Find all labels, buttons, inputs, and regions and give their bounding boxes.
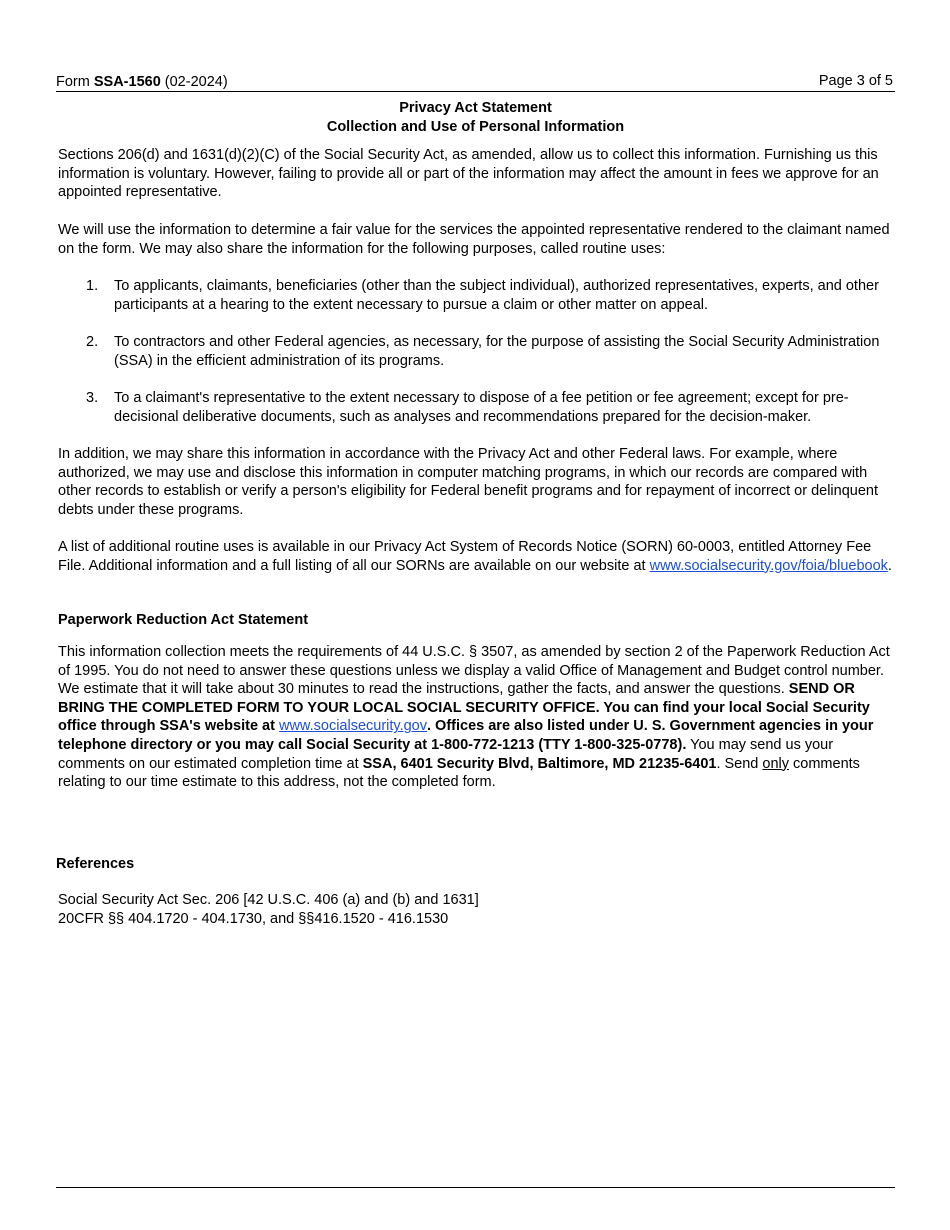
form-number: SSA-1560 (93, 74, 161, 90)
form-identifier: Form SSA-1560 (02-2024) (56, 74, 228, 90)
privacy-paragraph-authority: Sections 206(d) and 1631(d)(2)(C) of the Social Security Act, as amended, allow us to collect this information. Furnishing us this information is voluntary. However, failing to provide all or part of the information may affect the amount in fees we approve for an appointed representative. (58, 147, 879, 201)
paperwork-paragraph: This information collection meets the requirements of 44 U.S.C. § 3507, as amended by section 2 of the Paperwork Reduction Act of 1995. You do not need to answer these questions unless we display a valid Office of Management and Budget control number. We estimate that it will take about 30 minutes to read the instructions, gather the facts, and answer the questions. SEND OR BRING THE COMPLETED FORM TO YOUR LOCAL SOCIAL SECURITY OFFICE. You can find your local Social Security office through SSA's website at www.socialsecurity.gov. Offices are also listed under U. S. Government agencies in your telephone directory or you may call Social Security at 1-800-772-1213 (TTY 1-800-325-0778). You may send us your comments on our estimated completion time at SSA, 6401 Security Blvd, Baltimore, MD 21235-6401. Send only comments relating to our time estimate to this address, not the completed form. (58, 644, 890, 791)
page-header (56, 72, 895, 92)
privacy-paragraph-sharing: In addition, we may share this information in accordance with the Privacy Act and other Federal laws. For example, where authorized, we may use and disclose this information in computer matching programs, in which our records are compared with other records to establish or verify a person's eligibility for Federal benefit programs and for repayment of incorrect or delinquent debts under these programs. (58, 446, 879, 518)
references-heading: References (56, 856, 135, 872)
routine-use-item (86, 277, 894, 314)
privacy-paragraph-use: We will use the information to determine a fair value for the services the appointed representative rendered to the claimant named on the form. We may also share the information for the following purposes, called routine uses: (58, 222, 890, 257)
footer-divider (56, 1187, 895, 1188)
privacy-paragraph-sorn: A list of additional routine uses is available in our Privacy Act System of Records Notice (SORN) 60-0003, entitled Attorney Fee File. Additional information and a full listing of all our SORNs are available on our website at www.socialsecurity.gov/foia/bluebook. (58, 539, 892, 574)
references-list (58, 891, 894, 928)
privacy-title-block (56, 99, 895, 137)
bluebook-link[interactable]: www.socialsecurity.gov/foia/bluebook (649, 557, 888, 574)
routine-use-item (86, 333, 894, 370)
form-date: (02-2024) (160, 74, 228, 90)
list-number: 3. (86, 390, 99, 406)
list-number: 2. (86, 334, 99, 350)
privacy-subtitle: Collection and Use of Personal Information (326, 119, 625, 135)
routine-use-item (86, 389, 894, 426)
socialsecurity-link[interactable]: www.socialsecurity.gov (278, 718, 427, 735)
list-text: To applicants, claimants, beneficiaries (other than the subject individual), authorized representatives, experts, and other participants at a hearing to the extent necessary to pursue a claim or other matter on appeal. (114, 278, 879, 313)
list-number: 1. (86, 278, 99, 294)
page-number: Page 3 of 5 (818, 73, 893, 89)
reference-line: 20CFR §§ 404.1720 - 404.1730, and §§416.1520 - 416.1530 (58, 910, 449, 927)
reference-line: Social Security Act Sec. 206 [42 U.S.C. 406 (a) and (b) and 1631] (58, 892, 479, 908)
list-text: To contractors and other Federal agencies, as necessary, for the purpose of assisting the Social Security Administration (SSA) in the efficient administration of its programs. (114, 334, 880, 369)
list-text: To a claimant's representative to the extent necessary to dispose of a fee petition or fee agreement; except for pre-decisional deliberative documents, such as analyses and recommendations prepared for the decision-maker. (114, 390, 849, 425)
privacy-title: Privacy Act Statement (399, 100, 552, 116)
paperwork-heading: Paperwork Reduction Act Statement (58, 612, 309, 628)
